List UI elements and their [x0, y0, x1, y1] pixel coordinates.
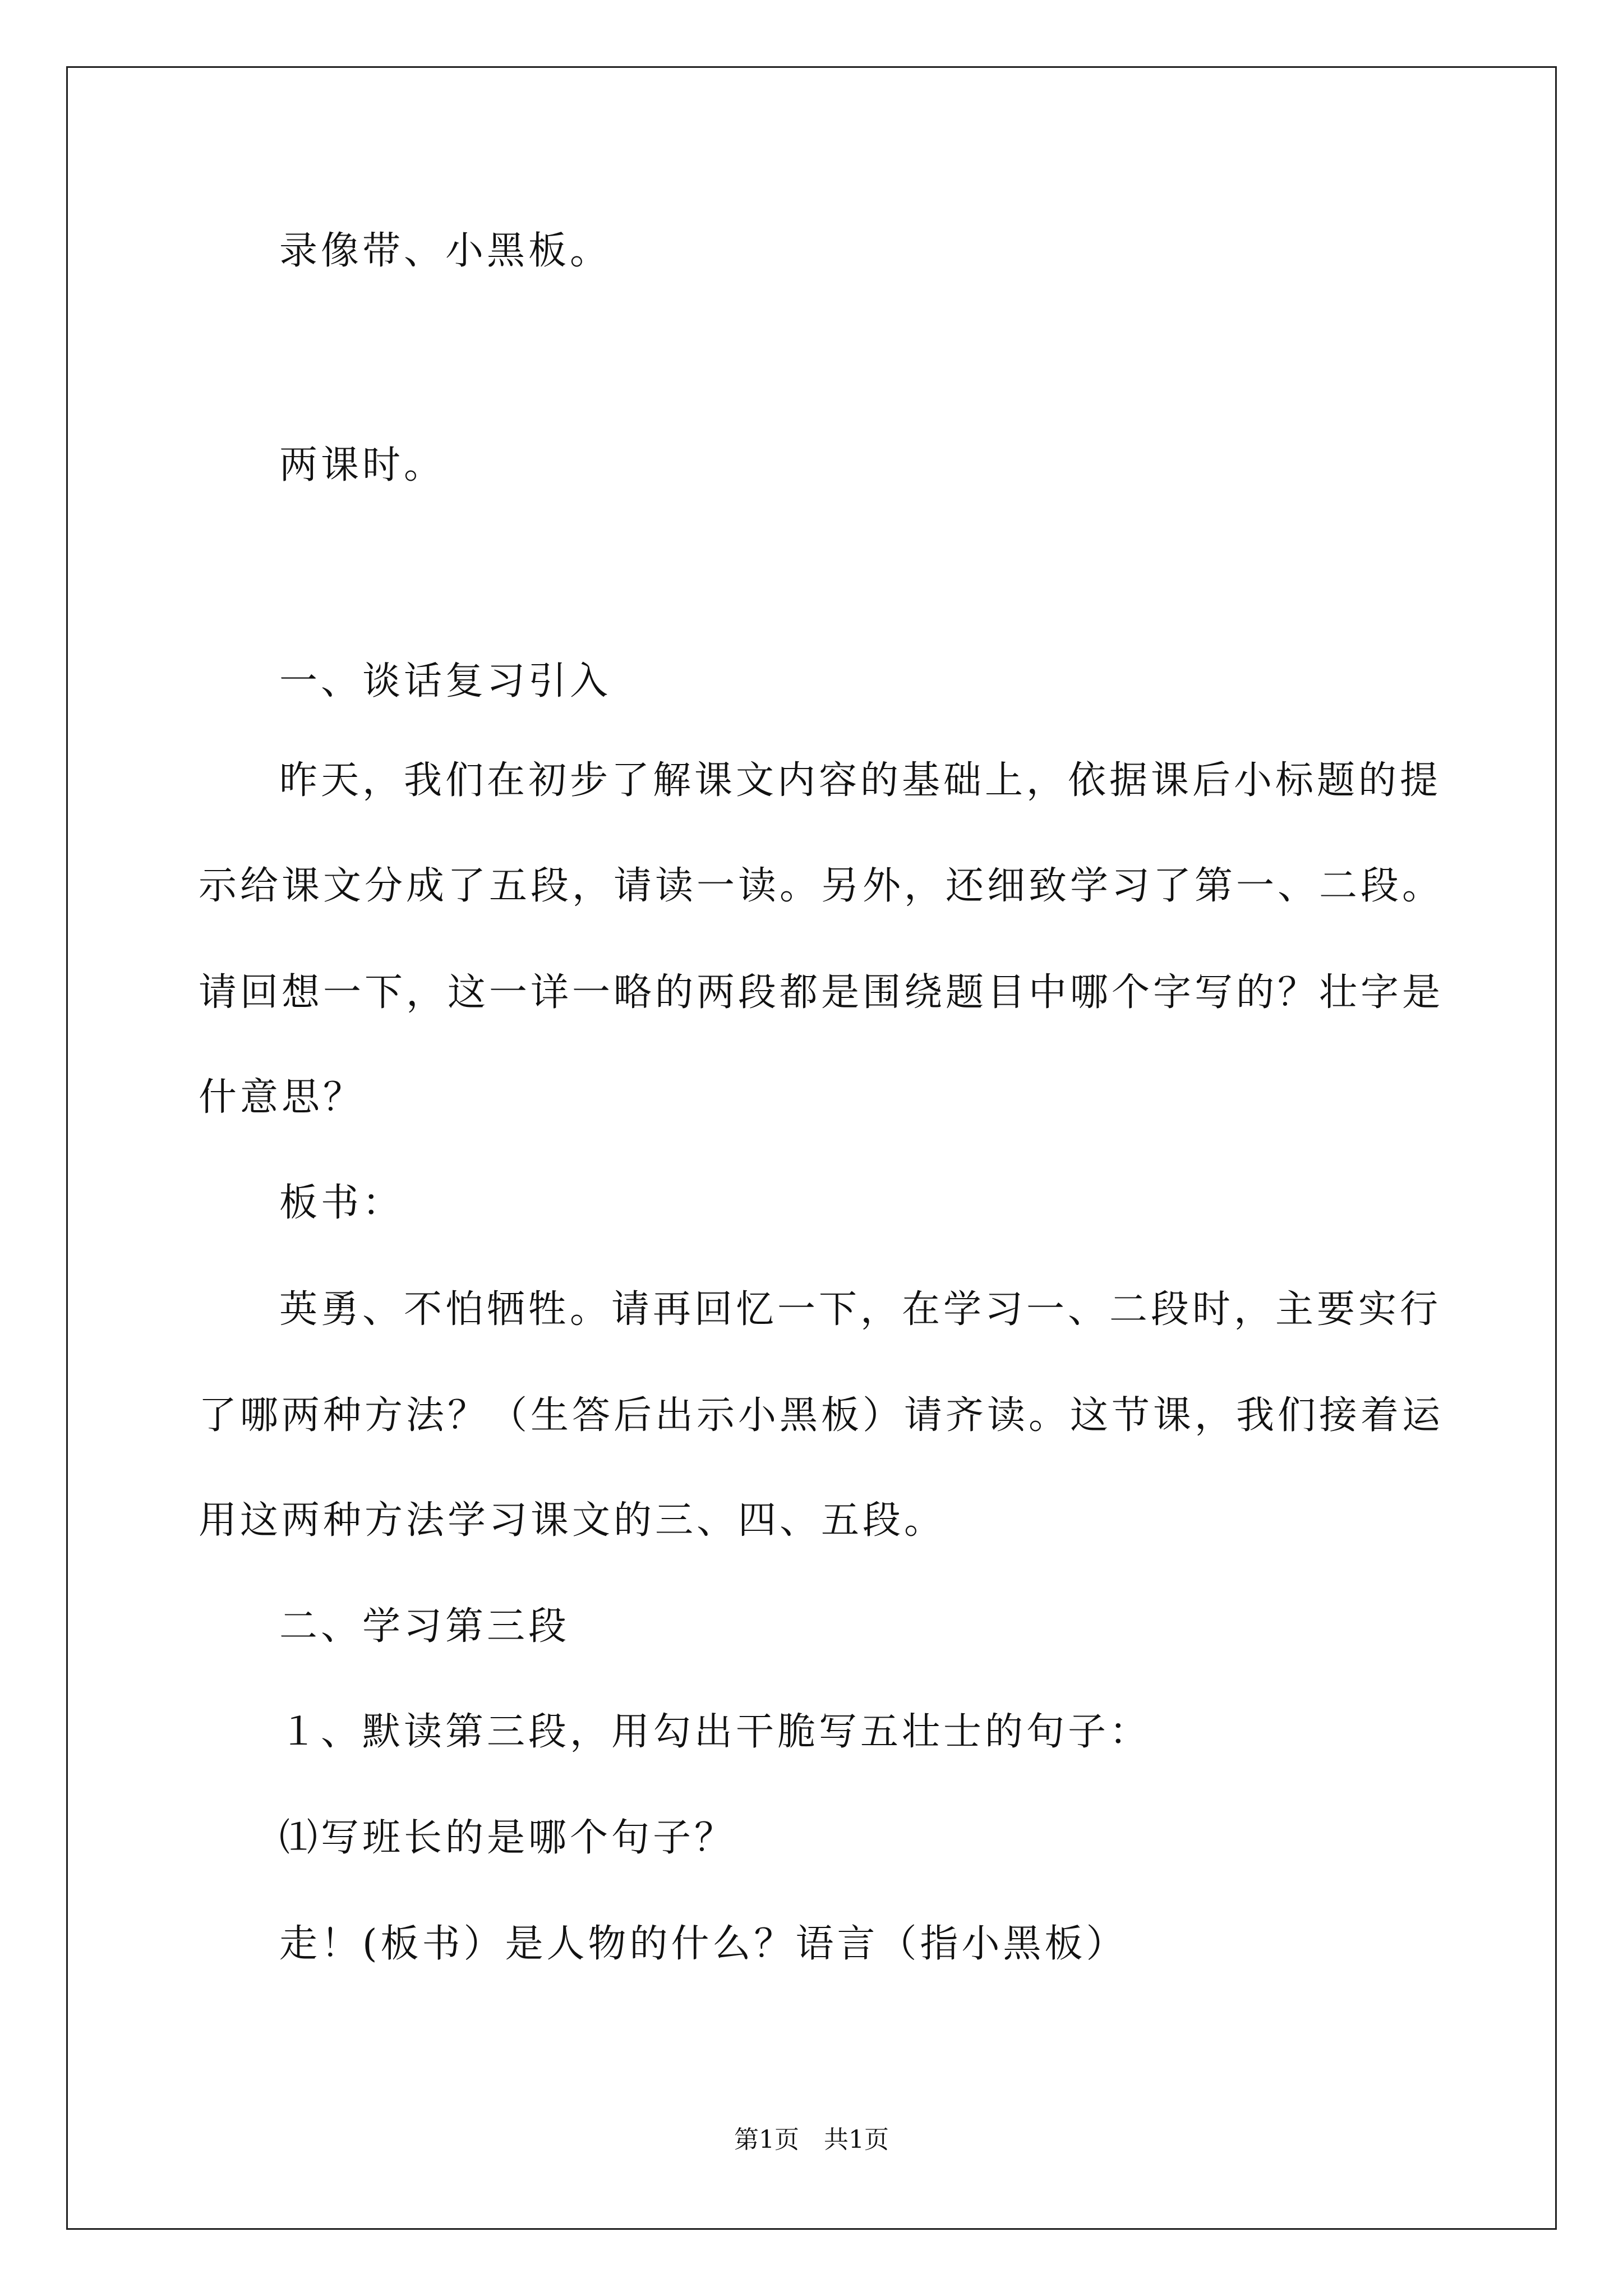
list-item: １、默读第三段，用勾出干脆写五壮士的句子： [279, 1710, 1151, 1754]
paragraph-line: 请回想一下，这一详一略的两段都是围绕题目中哪个字写的？壮字是 [199, 970, 1444, 1015]
page-border [66, 66, 1557, 2230]
list-item: ⑴写班长的是哪个句子？ [279, 1816, 736, 1860]
paragraph-line: 昨天，我们在初步了解课文内容的基础上，依据课后小标题的提 [279, 758, 1442, 803]
heading-section-1: 一、谈话复习引入 [279, 659, 612, 703]
text-line-duration: 两课时。 [279, 443, 446, 487]
paragraph-line: 什意思？ [199, 1075, 365, 1120]
text-line-board-label: 板书： [279, 1181, 404, 1225]
heading-section-2: 二、学习第三段 [279, 1604, 570, 1649]
page-footer: 第1页 共1页 [734, 2125, 889, 2154]
paragraph-line: 示给课文分成了五段，请读一读。另外，还细致学习了第一、二段。 [199, 864, 1444, 908]
text-line-materials: 录像带、小黑板。 [279, 229, 612, 273]
paragraph-line: 用这两种方法学习课文的三、四、五段。 [199, 1498, 946, 1543]
paragraph-line: 了哪两种方法？（生答后出示小黑板）请齐读。这节课，我们接着运 [199, 1393, 1444, 1438]
paragraph-line: 走！(板书）是人物的什么？语言（指小黑板） [279, 1922, 1128, 1966]
paragraph-line: 英勇、不怕牺牲。请再回忆一下，在学习一、二段时，主要实行 [279, 1287, 1442, 1332]
